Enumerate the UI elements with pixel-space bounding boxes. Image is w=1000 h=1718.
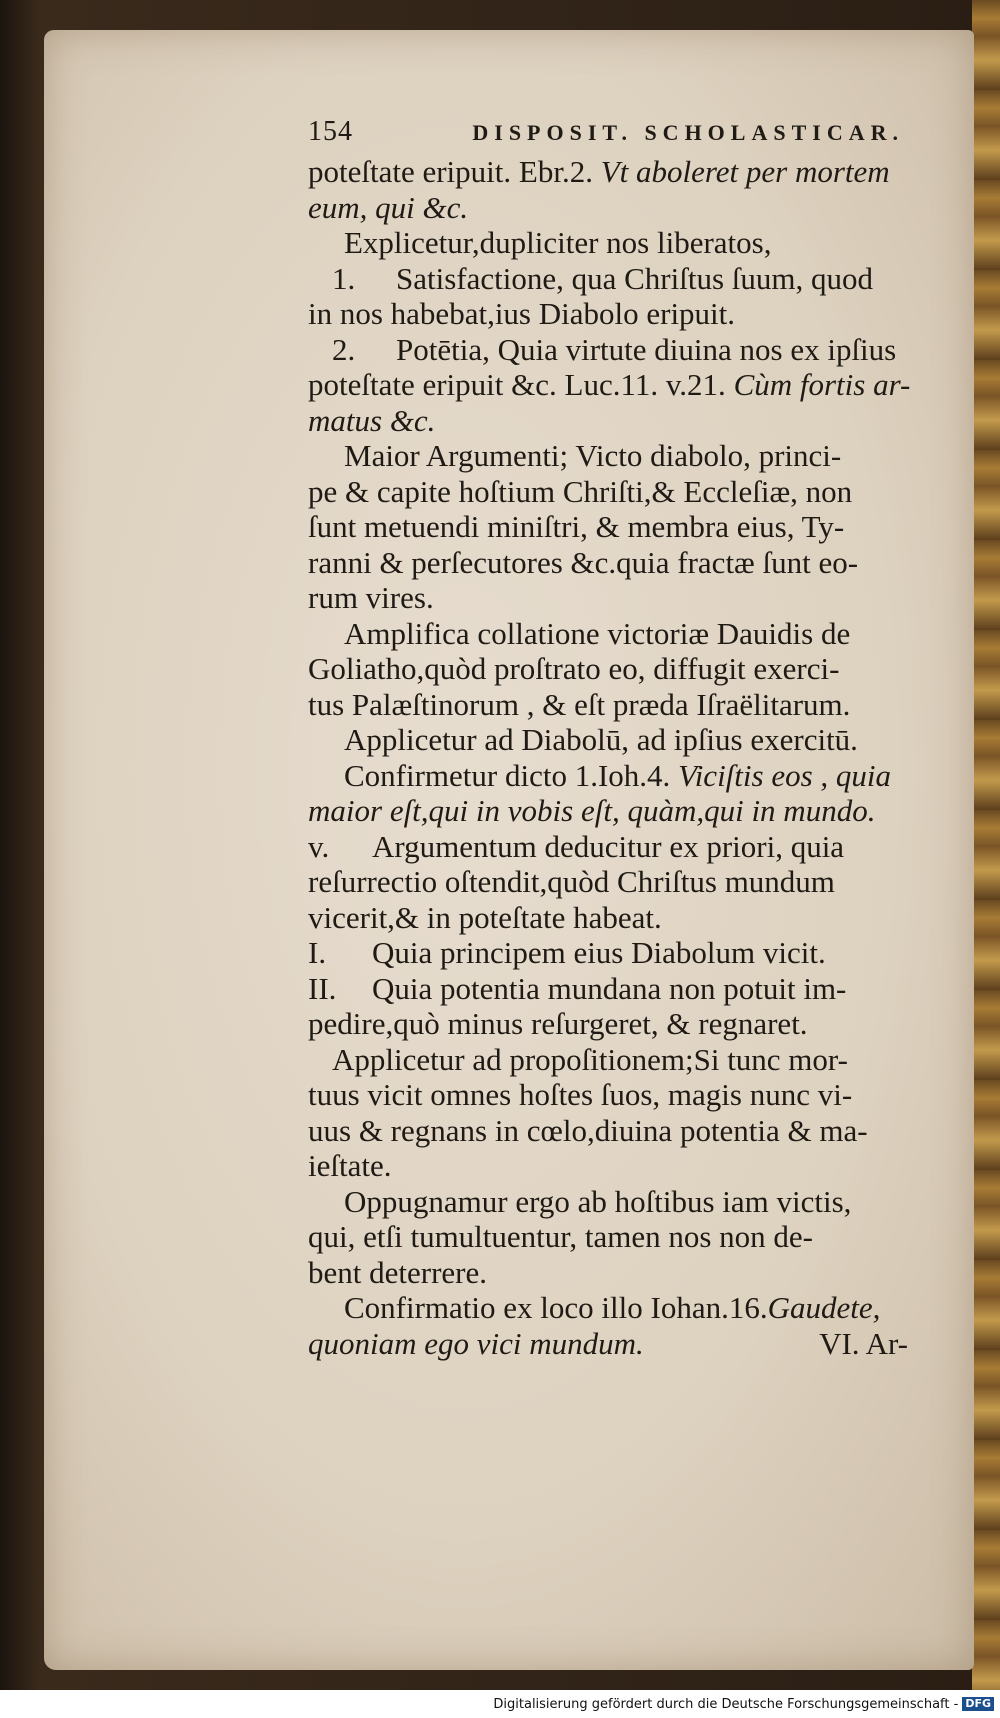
text-line: pedire,quò minus reſurgeret, & regnaret.	[308, 1006, 808, 1041]
section-marker: I.	[308, 935, 327, 970]
text-line: maior eſt,qui in vobis eſt, quàm,qui in mundo.	[308, 793, 876, 828]
text-line: vicerit,& in poteſtate habeat.	[308, 899, 662, 935]
footer-credit: Digitalisierung gefördert durch die Deutsche Forschungsgemeinschaft -	[493, 1696, 959, 1712]
text-line: Goliatho,quòd proſtrato eo, diffugit exerci-	[308, 651, 840, 686]
text-line: quoniam ego vici mundum. VI. Ar-	[308, 1325, 908, 1361]
section-marker: v.	[308, 828, 330, 864]
text-line: tus Palæſtinorum , & eſt præda Iſraëlitarum.	[308, 686, 851, 722]
text-line: v. Argumentum deducitur ex priori, quia	[308, 828, 845, 864]
text-line: Amplifica collatione victoriæ Dauidis de	[344, 615, 851, 651]
text-line: 2. Potētia, Quia virtute diuina nos ex ipſius	[332, 331, 897, 367]
text-line: eum, qui &c.	[308, 189, 469, 225]
text-line: Applicetur ad propoſitionem;Si tunc mor-	[332, 1041, 848, 1077]
text-line: Confirmatio ex loco illo Iohan.16.Gaudete,	[344, 1290, 881, 1325]
text-line: in nos habebat,ius Diabolo eripuit.	[308, 296, 736, 331]
text-line: II. Quia potentia mundana non potuit im-	[308, 970, 847, 1006]
list-marker: 2.	[332, 331, 356, 367]
page-number: 154	[308, 116, 353, 147]
text-line: reſurrectio oſtendit,quòd Chriſtus mundum	[308, 864, 835, 899]
section-marker: II.	[308, 970, 337, 1006]
text-line: pe & capite hoſtium Chriſti,& Eccleſiæ, non	[308, 473, 853, 509]
text-line: uus & regnans in cœlo,diuina potentia & ma-	[308, 1112, 868, 1148]
text-line: ranni & perſecutores &c.quia fractæ ſunt eo-	[308, 544, 859, 580]
text-line: Applicetur ad Diabolū, ad ipſius exercitū.	[344, 722, 858, 757]
text-line: poteſtate eripuit. Ebr.2. Vt aboleret per mortem	[308, 154, 890, 189]
text-line: ſunt metuendi miniſtri, & membra eius, Ty-	[308, 509, 845, 544]
text-line: Explicetur,dupliciter nos liberatos,	[344, 225, 772, 260]
text-line: rum vires.	[308, 580, 434, 615]
running-title: DISPOSIT. SCHOLASTICAR.	[472, 120, 904, 145]
text-line: matus &c.	[308, 402, 436, 438]
book-page	[44, 30, 974, 1670]
page-text-block	[308, 114, 911, 1361]
text-line: poteſtate eripuit &c. Luc.11. v.21. Cùm fortis ar-	[308, 367, 911, 402]
catchword: VI. Ar-	[819, 1325, 908, 1361]
text-line: ieſtate.	[308, 1148, 392, 1183]
footer-bar	[0, 1690, 1000, 1718]
text-line: bent deterrere.	[308, 1254, 487, 1290]
text-line: tuus vicit omnes hoſtes ſuos, magis nunc vi-	[308, 1077, 853, 1112]
text-line: qui, etſi tumultuentur, tamen nos non de-	[308, 1219, 814, 1254]
list-marker: 1.	[332, 260, 356, 296]
book-binding-edge	[972, 0, 1000, 1690]
text-line: Maior Argumenti; Victo diabolo, princi-	[344, 438, 842, 473]
page-header	[308, 114, 908, 154]
text-line: Oppugnamur ergo ab hoſtibus iam victis,	[344, 1183, 852, 1219]
text-line: Confirmetur dicto 1.Ioh.4. Viciſtis eos , quia	[344, 757, 892, 793]
text-line: I. Quia principem eius Diabolum vicit.	[308, 935, 826, 970]
text-line: 1. Satisfactione, qua Chriſtus ſuum, quod	[332, 260, 874, 296]
dfg-logo: DFG	[962, 1697, 994, 1711]
